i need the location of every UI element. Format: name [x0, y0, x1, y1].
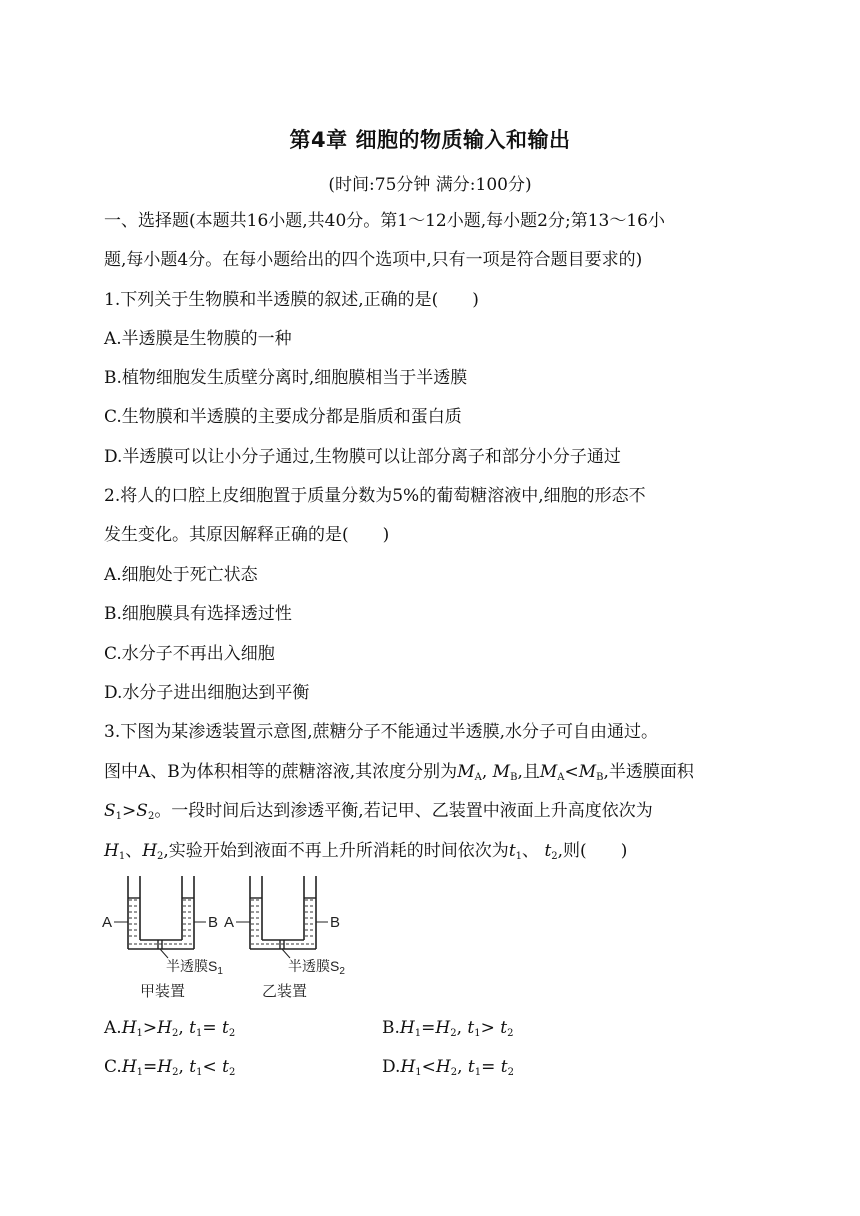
- question-3-option-d: $D.H_1<H_2$, $t_1= t_2$: [382, 1057, 514, 1078]
- membrane-label-s2: 半透膜$S_2$: [288, 958, 345, 977]
- question-3-stem-line1: 3.下图为某渗透装置示意图,蔗糖分子不能通过半透膜,水分子可自由通过。: [104, 722, 659, 742]
- question-1-option-b: B.植物细胞发生质壁分离时,细胞膜相当于半透膜: [104, 368, 468, 388]
- device-label-jia: 甲装置: [140, 983, 186, 1000]
- apparatus-jia: [102, 876, 223, 1000]
- question-3-option-b: $B.H_1=H_2$, $t_1> t_2$: [382, 1018, 514, 1039]
- osmosis-apparatus-diagram: [100, 874, 370, 1004]
- apparatus-yi: [224, 876, 345, 1000]
- question-2-stem-line1: 2.将人的口腔上皮细胞置于质量分数为5%的葡萄糖溶液中,细胞的形态不: [104, 486, 646, 506]
- question-3-stem-line2: 图中A、B为体积相等的蔗糖溶液,其浓度分别为$M_A$, $M_B$,且$M_A<M_B$,半透膜面积: [104, 762, 694, 783]
- question-3-option-c: $C.H_1=H_2$, $t_1< t_2$: [104, 1057, 236, 1078]
- chapter-title: 第4章 细胞的物质输入和输出: [289, 128, 571, 152]
- question-1-stem: 1.下列关于生物膜和半透膜的叙述,正确的是( ): [104, 290, 479, 310]
- osmosis-apparatus-figure: [100, 874, 370, 1004]
- question-2-option-b: B.细胞膜具有选择透过性: [104, 604, 292, 624]
- question-2-option-c: C.水分子不再出入细胞: [104, 644, 275, 664]
- exam-time-score: (时间:75分钟 满分:100分): [328, 175, 532, 195]
- question-1-option-c: C.生物膜和半透膜的主要成分都是脂质和蛋白质: [104, 407, 462, 427]
- section-heading-line1: 一、选择题(本题共16小题,共40分。第1～12小题,每小题2分;第13～16小: [104, 211, 665, 231]
- question-3-option-a: $A.H_1>H_2$, $t_1= t_2$: [104, 1018, 236, 1039]
- question-2-option-d: D.水分子进出细胞达到平衡: [104, 683, 310, 703]
- question-3-stem-line4: $H_1$、$H_2$,实验开始到液面不再上升所消耗的时间依次为$t_1$、 $t_2$,则( ): [104, 841, 628, 862]
- label-a-jia: A: [102, 914, 113, 931]
- question-1-option-d: D.半透膜可以让小分子通过,生物膜可以让部分离子和部分小分子通过: [104, 447, 621, 467]
- membrane-label-s1: 半透膜$S_1$: [166, 958, 223, 977]
- device-label-yi: 乙装置: [262, 983, 308, 1000]
- label-a-yi: A: [224, 914, 235, 931]
- question-1-option-a: A.半透膜是生物膜的一种: [104, 329, 292, 349]
- label-b-yi: B: [330, 914, 341, 931]
- section-heading-line2: 题,每小题4分。在每小题给出的四个选项中,只有一项是符合题目要求的): [104, 250, 643, 270]
- question-2-option-a: A.细胞处于死亡状态: [104, 565, 258, 585]
- question-2-stem-line2: 发生变化。其原因解释正确的是( ): [104, 525, 390, 545]
- question-3-stem-line3: $S_1>S_2$。一段时间后达到渗透平衡,若记甲、乙装置中液面上升高度依次为: [104, 801, 653, 822]
- label-b-jia: B: [208, 914, 219, 931]
